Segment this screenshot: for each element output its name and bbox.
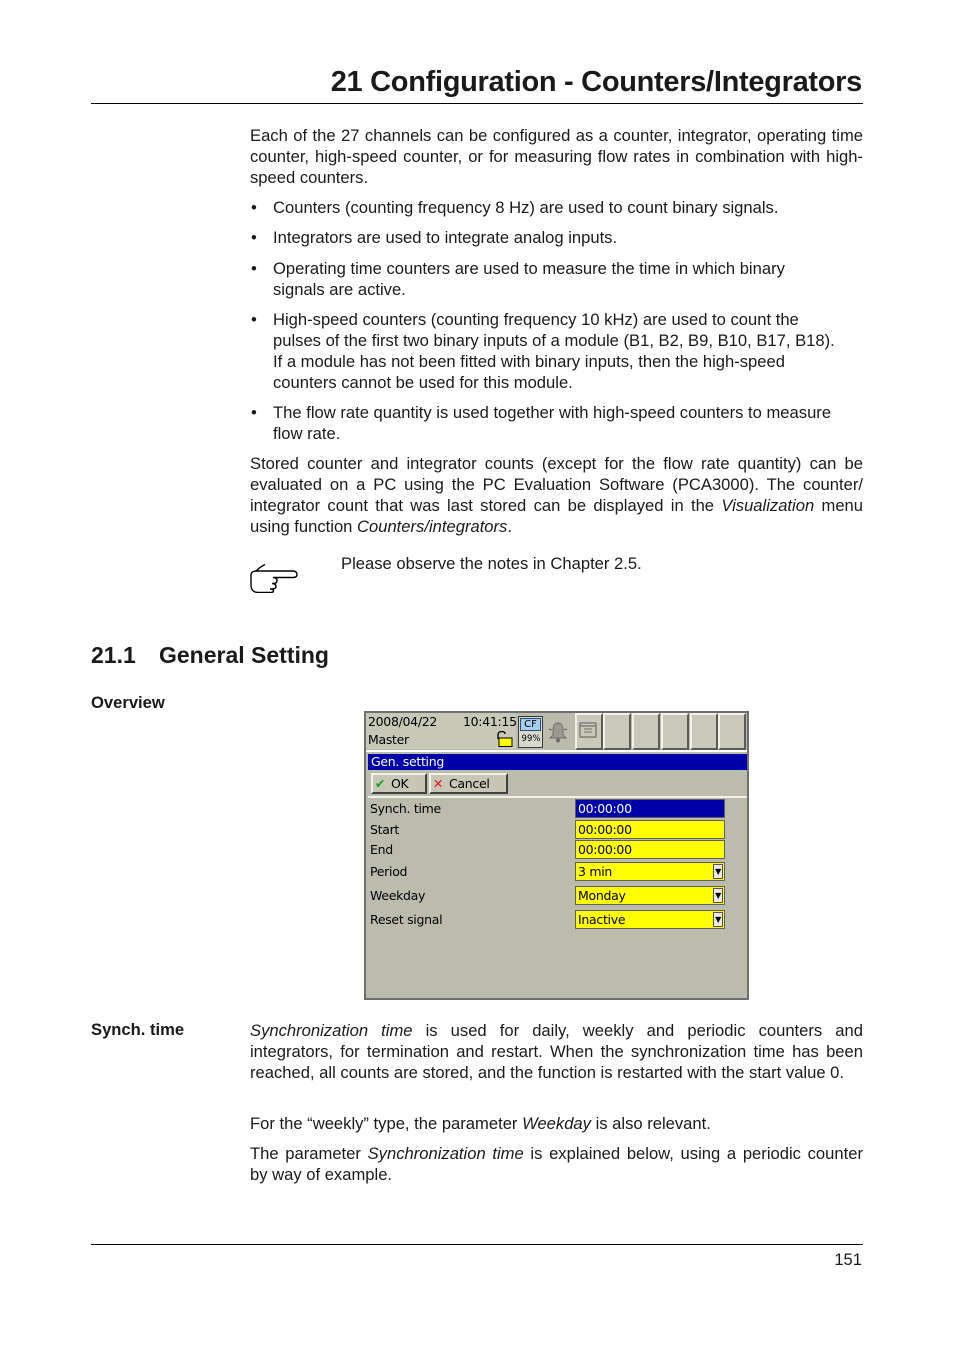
cf-card-status[interactable] [518,716,543,748]
close-icon: ✕ [432,776,444,791]
start-time-field[interactable]: 00:00:00 [575,820,725,839]
param-text-b: is explained below, using a periodic counter by way of example. [250,1144,863,1184]
cf-fill-percent: 99% [521,734,541,744]
synch-time-field[interactable]: 00:00:00 [575,799,725,818]
bullet-text: The flow rate quantity is used together with high-speed counters to measure flow rate. [273,403,832,443]
weekday-term: Weekday [522,1114,591,1133]
bullet-dot: • [251,310,257,329]
window-list-button[interactable] [575,713,603,750]
section-title: General Setting [159,642,329,668]
bullet-text: Counters (counting frequency 8 Hz) are used to count binary signals. [273,198,779,217]
reset-signal-label: Reset signal [370,912,443,927]
overview-label: Overview [91,693,165,712]
weekday-label: Weekday [370,888,426,903]
bullet-item [250,309,840,393]
bullet-item [250,402,840,444]
cancel-button[interactable] [429,773,508,794]
function-key-2[interactable] [632,713,660,750]
reset-signal-value: Inactive [578,912,626,927]
chapter-title: 21 Configuration - Counters/Integrators [330,66,862,98]
weekly-text-a: For the “weekly” type, the parameter [250,1114,523,1133]
synch-time-label: Synch. time [370,801,441,816]
bullet-text: High-speed counters (counting frequency 10 kHz) are used to count the pulses of the first two binary inputs of a module (B1, B2, B9, B10, B17, B18). If a module has not been fitted with binary inputs, then the high-speed counters cannot be used for this module. [273,310,835,392]
unlocked-padlock-icon [495,731,513,747]
synch-term: Synchronization time [367,1144,524,1163]
page-number: 151 [834,1250,862,1269]
bullet-text: Operating time counters are used to measure the time in which binary signals are active. [273,259,785,299]
bullet-dot: • [251,228,257,247]
period-value: 3 min [578,864,612,879]
window-list-icon [577,715,599,745]
visualization-menu-term: Visualization [721,496,815,515]
chevron-down-icon[interactable]: ▼ [713,864,723,879]
bullet-dot: • [251,403,257,422]
weekly-text-b: is also relevant. [590,1114,711,1133]
status-divider [366,750,747,752]
synch-paragraph-3 [250,1143,863,1185]
footer-rule [91,1244,863,1245]
period-select[interactable] [575,862,725,881]
status-time: 10:41:15 [463,714,517,729]
note-text: Please observe the notes in Chapter 2.5. [341,554,642,573]
synch-text: is used for daily, weekly and periodic counters and integrators, for termination and restart. When the synchronization time has been reached, all counts are stored, and the function is restarted with the start value 0. [250,1021,863,1082]
intro-paragraph: Each of the 27 channels can be configured as a counter, integrator, operating time counter, high-speed counter, or for measuring flow rates in combination with high-speed counters. [250,126,863,187]
section-number: 21.1 [91,642,136,668]
bullet-dot: • [251,198,257,217]
bullet-dot: • [251,259,257,278]
end-time-field[interactable]: 00:00:00 [575,840,725,859]
counters-function-term: Counters/integrators [357,517,508,536]
start-label: Start [370,822,400,837]
synch-paragraph-1 [250,1020,863,1083]
evaluation-text-a: Stored counter and integrator counts (except for the flow rate quantity) can be evaluated on a PC using the PC Evaluation Software (PCA3000). The counter/ integrator count that was last stored can be displayed in the [250,454,863,515]
alarm-bell-icon[interactable] [547,720,569,744]
device-screen [364,711,749,1000]
bullet-item [250,258,840,300]
function-key-4[interactable] [690,713,718,750]
evaluation-text-c: . [507,517,512,536]
function-key-5[interactable] [718,713,746,750]
section-heading [91,642,329,669]
synch-time-side-label: Synch. time [91,1020,185,1039]
bullet-text: Integrators are used to integrate analog inputs. [273,228,618,247]
header-rule [91,103,863,104]
synch-term: Synchronization time [250,1021,413,1040]
evaluation-text-b: menu using function [250,496,864,536]
evaluation-paragraph [250,453,863,537]
status-user: Master [368,732,409,747]
period-label: Period [370,864,408,879]
synch-paragraph-2 [250,1113,863,1134]
bullet-item [250,197,840,218]
chevron-down-icon[interactable]: ▼ [713,912,723,927]
ok-button[interactable] [371,773,427,794]
weekday-value: Monday [578,888,626,903]
pointing-hand-icon [249,563,299,593]
param-text-a: The parameter [250,1144,368,1163]
cf-card-icon: CF [520,718,541,731]
end-label: End [370,842,393,857]
check-icon: ✔ [374,776,386,791]
form-divider [368,796,747,798]
reset-signal-select[interactable] [575,910,725,929]
bullet-item [250,227,840,248]
weekday-select[interactable] [575,886,725,905]
chevron-down-icon[interactable]: ▼ [713,888,723,903]
function-key-3[interactable] [661,713,689,750]
cancel-label: Cancel [449,776,490,791]
function-key-1[interactable] [603,713,631,750]
ok-label: OK [391,776,409,791]
status-date: 2008/04/22 [368,714,438,729]
status-bar [366,713,516,749]
window-title: Gen. setting [368,754,747,770]
